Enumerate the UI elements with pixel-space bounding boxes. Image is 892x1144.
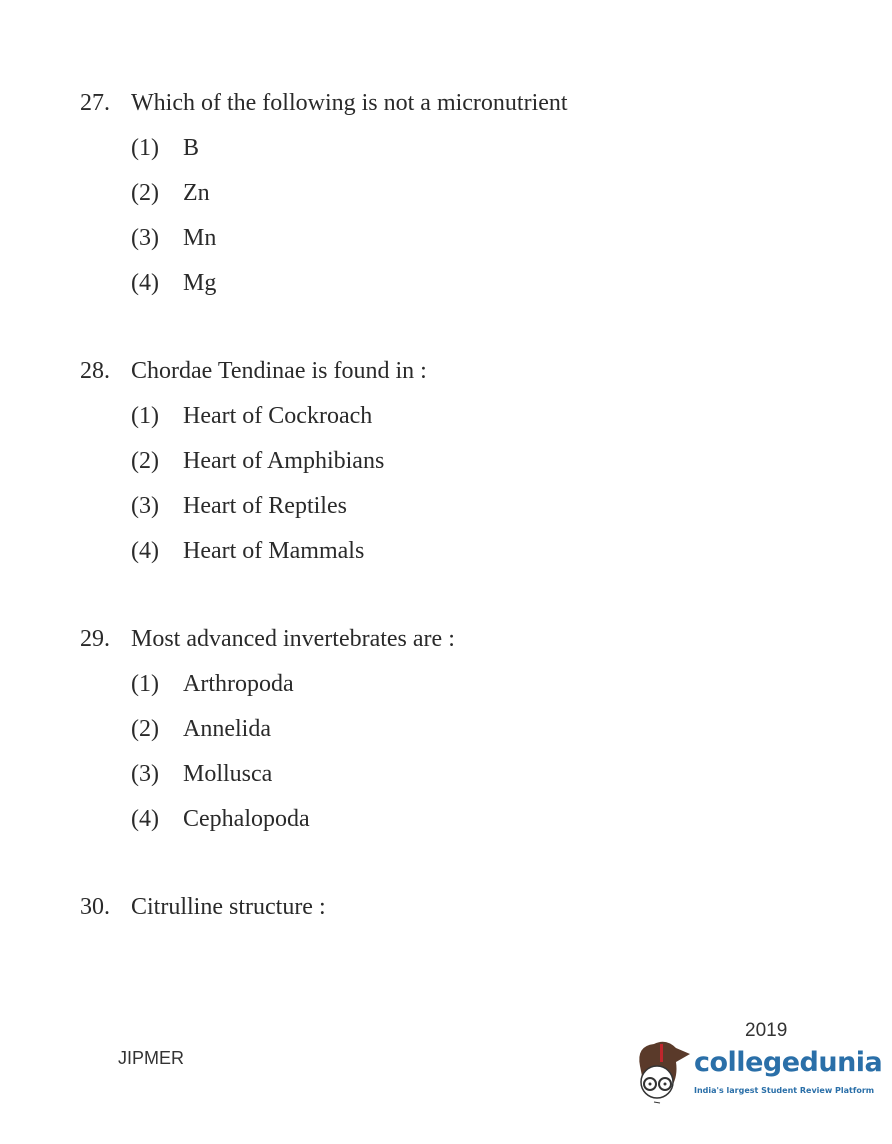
- option-number: (4): [131, 806, 159, 832]
- mascot-icon: [632, 1036, 692, 1106]
- question-text: Citrulline structure :: [131, 894, 326, 920]
- option-text: Mn: [183, 225, 217, 251]
- collegedunia-logo: [632, 1020, 883, 1106]
- option-text: Cephalopoda: [183, 806, 310, 832]
- option: [80, 759, 455, 804]
- option-number: (2): [131, 448, 159, 474]
- question-text: Most advanced invertebrates are :: [131, 626, 455, 652]
- option-text: Heart of Cockroach: [183, 403, 373, 429]
- option: [80, 223, 568, 268]
- option-text: Mollusca: [183, 761, 273, 787]
- option-number: (1): [131, 403, 159, 429]
- option: [80, 491, 427, 536]
- option: [80, 178, 568, 223]
- exam-name: JIPMER: [118, 1048, 185, 1068]
- option-number: (2): [131, 180, 159, 206]
- question-number: 30.: [80, 894, 110, 920]
- question: [80, 624, 455, 849]
- option: [80, 446, 427, 491]
- option-text: Arthropoda: [183, 671, 294, 697]
- option: [80, 804, 455, 849]
- option-text: Heart of Reptiles: [183, 493, 347, 519]
- option-number: (1): [131, 671, 159, 697]
- option: [80, 669, 455, 714]
- question-number: 27.: [80, 90, 110, 116]
- option: [80, 401, 427, 446]
- option: [80, 536, 427, 581]
- option-number: (2): [131, 716, 159, 742]
- question: [80, 88, 568, 313]
- question: [80, 892, 326, 937]
- option: [80, 268, 568, 313]
- option-number: (3): [131, 225, 159, 251]
- option: [80, 133, 568, 178]
- option-text: B: [183, 135, 200, 161]
- exam-year: 2019: [745, 1020, 788, 1041]
- question-number: 29.: [80, 626, 110, 652]
- option-number: (4): [131, 270, 159, 296]
- option-number: (4): [131, 538, 159, 564]
- question-text: Which of the following is not a micronutrient: [131, 90, 568, 116]
- option-text: Mg: [183, 270, 217, 296]
- option-text: Annelida: [183, 716, 271, 742]
- option-text: Zn: [183, 180, 210, 206]
- option-text: Heart of Mammals: [183, 538, 365, 564]
- question-number: 28.: [80, 358, 110, 384]
- logo-text: collegedunia: [694, 1047, 883, 1078]
- option-text: Heart of Amphibians: [183, 448, 385, 474]
- option-number: (3): [131, 761, 159, 787]
- option: [80, 714, 455, 759]
- question: [80, 356, 427, 581]
- logo-tagline: India's largest Student Review Platform: [694, 1086, 875, 1095]
- option-number: (3): [131, 493, 159, 519]
- question-text: Chordae Tendinae is found in :: [131, 358, 427, 384]
- option-number: (1): [131, 135, 159, 161]
